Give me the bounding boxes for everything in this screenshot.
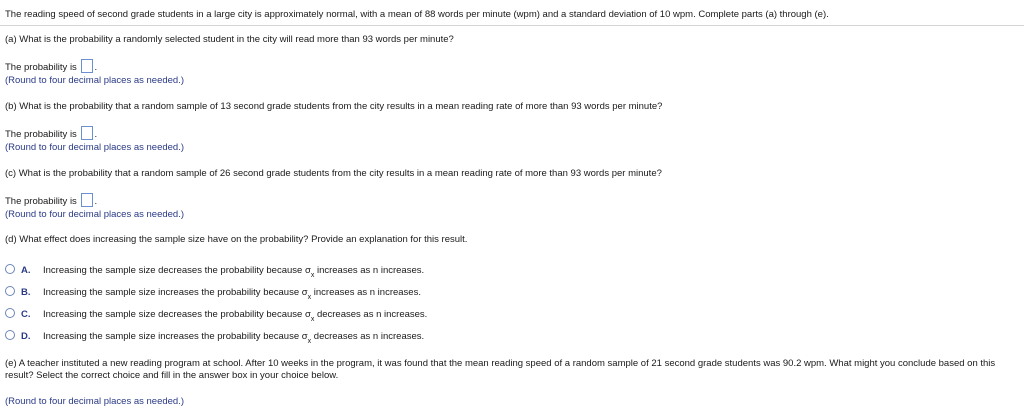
part-e-question: (e) A teacher instituted a new reading program at school. After 10 weeks in the program, it was found that the mean reading speed of a random sample of 21 second grade students was 90.2 wpm. What might you conclude based on this result? Select the correct choice and fill in the answer box in your choice below.: [5, 358, 996, 381]
part-b-prob-label: The probability is: [5, 129, 77, 140]
part-d-option-a[interactable]: A. Increasing the sample size decreases the probability because $\sigma_x$ increases as n increases.: [5, 264, 424, 276]
problem-intro: The reading speed of second grade students in a large city is approximately normal, with a mean of 88 words per minute (wpm) and a standard deviation of 10 wpm. Complete parts (a) through (e).: [5, 9, 829, 20]
radio-c[interactable]: [5, 308, 15, 318]
part-d-question: (d) What effect does increasing the sample size have on the probability? Provide an explanation for this result.: [5, 234, 468, 245]
part-b-question: (b) What is the probability that a random sample of 13 second grade students from the city results in a mean reading rate of more than 93 words per minute?: [5, 101, 663, 112]
part-d-option-b[interactable]: B. Increasing the sample size increases the probability because $\sigma_x$ increases as n increases.: [5, 286, 421, 298]
sigma-x-bar-symbol: $\sigma_x$: [304, 265, 315, 279]
part-c-answer-line: The probability is .: [5, 193, 97, 207]
part-c-hint: (Round to four decimal places as needed.): [5, 209, 185, 220]
part-a-answer-line: The probability is .: [5, 59, 97, 73]
part-b-answer-box[interactable]: [81, 126, 93, 140]
part-a-prob-label: The probability is: [5, 62, 77, 73]
part-b-answer-line: The probability is .: [5, 126, 97, 140]
part-a-question: (a) What is the probability a randomly selected student in the city will read more than 93 words per minute?: [5, 34, 454, 45]
part-c-answer-box[interactable]: [81, 193, 93, 207]
radio-a[interactable]: [5, 264, 15, 274]
radio-d[interactable]: [5, 330, 15, 340]
sigma-x-bar-symbol: $\sigma_x$: [301, 287, 312, 301]
part-c-question: (c) What is the probability that a random sample of 26 second grade students from the city results in a mean reading rate of more than 93 words per minute?: [5, 168, 662, 179]
part-c-prob-label: The probability is: [5, 196, 77, 207]
part-b-hint: (Round to four decimal places as needed.): [5, 142, 185, 153]
part-a-answer-box[interactable]: [81, 59, 93, 73]
intro-divider: [0, 25, 1024, 26]
part-d-option-c[interactable]: C. Increasing the sample size decreases the probability because $\sigma_x$ decreases as n increases.: [5, 308, 427, 320]
part-e-hint: (Round to four decimal places as needed.): [5, 396, 185, 407]
part-d-option-d[interactable]: D. Increasing the sample size increases the probability because $\sigma_x$ decreases as n increases.: [5, 330, 424, 342]
radio-b[interactable]: [5, 286, 15, 296]
sigma-x-bar-symbol: $\sigma_x$: [304, 309, 315, 323]
part-a-hint: (Round to four decimal places as needed.): [5, 75, 185, 86]
sigma-x-bar-symbol: $\sigma_x$: [301, 331, 312, 345]
